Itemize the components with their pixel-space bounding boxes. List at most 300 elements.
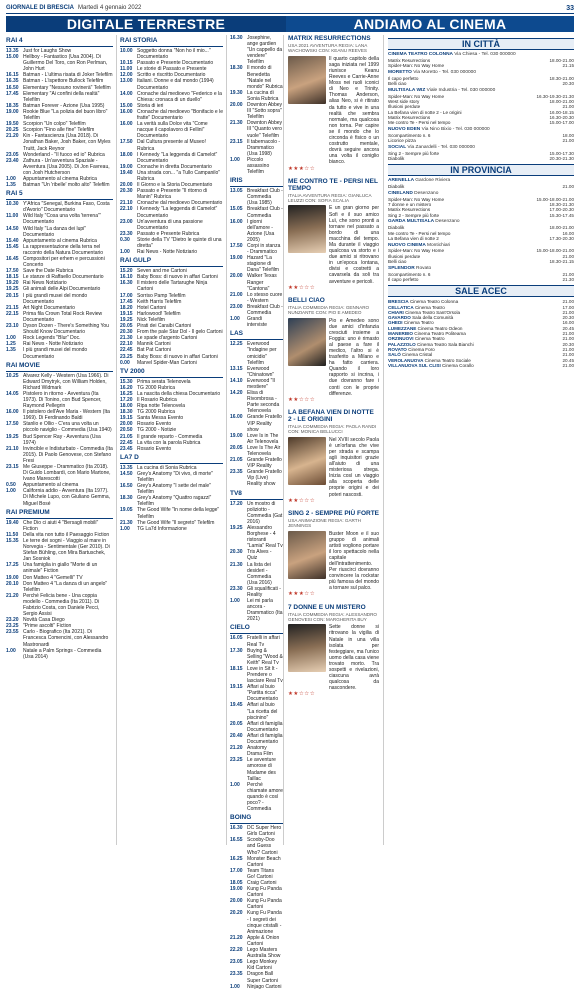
film-title: Me contro Te - Persi nel tempo	[388, 120, 451, 126]
program-time: 18.30	[120, 495, 133, 502]
program-time: 1.00	[230, 983, 240, 990]
program-description: Love in Sit It - Prendere o lasciare Real Tv	[247, 665, 283, 685]
program-time: 19.00	[6, 574, 19, 581]
program-description: Rai News - Notte Notiziario	[23, 341, 84, 348]
program-description: DC Super Hero Girls Cartoni	[247, 825, 282, 838]
acec-venue	[388, 363, 560, 368]
program-description: Novità Casa Diego	[23, 617, 65, 624]
film-title: Spider-Man: No Way Home	[388, 63, 444, 69]
program-description: Affari di famiglia Documentario	[247, 720, 283, 733]
program-description: Natale a Palm Springs - Commedia (Usa 2014)	[23, 647, 102, 660]
program-row	[6, 520, 113, 532]
program-description: TG 2000 - Notizie	[137, 427, 177, 434]
film-still-image	[288, 318, 326, 366]
program-row	[6, 226, 113, 238]
program-description: Marvel Spider-Man Cartoni	[137, 359, 197, 366]
program-row	[6, 562, 113, 574]
film-review	[288, 604, 379, 698]
program-time: 23.15	[230, 138, 243, 145]
program-row	[230, 868, 283, 880]
program-description: Un mostro di poliziotto - Commedia (Gat 2016)	[247, 500, 283, 525]
program-time: 22.15	[6, 310, 19, 317]
acec-address: Cinema Teatro	[414, 304, 445, 310]
program-time: 23.15	[6, 464, 19, 470]
program-time: 18.15	[6, 274, 19, 281]
program-description: Rookie Blue "La polizia del buon libro" Telefilm	[23, 108, 108, 122]
acec-address: Cinema Foro	[408, 346, 435, 352]
program-description: Pistolero in ritorno - Avventura (Ita 1973). Di Tonino, con Bud Spencer, Raymond Pellegrin	[23, 390, 102, 410]
cinema-entry	[388, 70, 574, 86]
showtimes: 18.00	[562, 132, 574, 138]
program-row	[230, 837, 283, 855]
rating-stars: ★★☆☆☆	[288, 284, 316, 291]
program-time: 22.10	[120, 206, 133, 213]
program-row	[120, 507, 223, 519]
program-description: Cronache dal medioevo "Federico e la Chiesa: cronaca di un duello"	[137, 90, 222, 103]
program-description: Il Rosario Rubrica	[137, 396, 177, 403]
cinema-entry	[388, 191, 574, 218]
cinema-address: Desenzano	[414, 190, 439, 196]
program-row	[230, 378, 283, 390]
in-provincia-heading: IN PROVINCIA	[388, 164, 574, 176]
showtimes: 20.30	[562, 81, 574, 87]
program-time: 19.25	[6, 286, 19, 293]
program-time: 15.20	[120, 268, 133, 275]
film-title: Spider-Man: No Way Home	[388, 93, 444, 99]
cinema-address: Via Zanardelli - Tel. 030 000000	[407, 144, 475, 150]
cinema-entry	[388, 219, 574, 241]
film-title: Matrix Resurrections	[388, 207, 431, 213]
program-row	[6, 409, 113, 421]
program-description: Il tabernacolo - Drammatico (Usa 1998)	[247, 138, 281, 157]
program-description: I più grandi musei del mondo Documentario	[23, 347, 88, 360]
program-description: Zathura - Un'avventura Spaziale - Avventura (Usa 2005). Di Jon Favreau, con Josh Hutcherson	[23, 157, 110, 176]
review-title: MATRIX RESURRECTIONS	[288, 35, 371, 42]
showtimes: 17.30-20.30	[549, 235, 574, 241]
program-time: 16.00	[6, 409, 19, 416]
program-description: Le spade d'argento Cartoni	[137, 335, 198, 342]
program-description: Ninjago Cartoni	[247, 983, 282, 990]
program-row	[6, 213, 113, 225]
program-time: 22.45	[120, 439, 133, 446]
program-row	[6, 347, 113, 359]
program-row	[120, 121, 223, 139]
film-title: La Befana vien di notte 2	[388, 235, 439, 241]
program-time: 23.35	[230, 971, 243, 978]
program-description: Storia di ieri	[137, 102, 164, 109]
program-time: 1.35	[6, 182, 16, 189]
channel-heading: RAI PREMIUM	[6, 509, 113, 519]
program-time: 19.20	[6, 280, 19, 287]
program-time: 16.55	[230, 837, 243, 844]
program-time: 18.35	[6, 102, 19, 109]
program-description: Downton Abbey III "Quanto vero vuole" Telefilm	[247, 120, 283, 139]
program-description: La cucina di Sonia Rubrica	[247, 89, 279, 102]
program-row	[230, 35, 283, 65]
program-time: 18.05	[230, 880, 243, 886]
cinema-name: GARDA MULTISALA Desenzano	[388, 219, 460, 225]
program-description: Le avventure amorose di Madame des Taillac	[247, 757, 276, 782]
program-row	[230, 898, 283, 910]
program-row	[230, 782, 283, 812]
program-description: Della vita non tutto il Paesaggio Fiction	[23, 531, 110, 538]
program-description: La nascita della chiesa Documentario	[137, 390, 221, 397]
showtimes: 21.00	[562, 138, 574, 144]
program-row	[230, 157, 283, 175]
program-row	[230, 947, 283, 959]
program-description: Alvarez Kelly - Western (Usa 1966). Di Edward Dmytryk, con William Holden, Richard Widmark	[23, 372, 109, 391]
program-row	[230, 445, 283, 457]
film-title: Diabolik	[388, 225, 405, 231]
program-row	[120, 152, 223, 164]
program-description: Lego Monkey Kid Cartoni	[247, 959, 278, 972]
program-time: 23.25	[230, 757, 243, 764]
program-row	[230, 292, 283, 304]
showtime-row	[388, 236, 574, 241]
acec-town: CELLATICA	[388, 304, 414, 310]
program-row	[6, 538, 113, 562]
acec-address: Cinema Teatro	[414, 336, 445, 342]
acec-row	[388, 363, 574, 368]
program-description: Apple & Onion Cartoni	[247, 934, 280, 947]
program-row	[230, 219, 283, 243]
program-time: 21.30	[120, 519, 133, 526]
review-body	[288, 531, 379, 592]
channel-heading: CIELO	[230, 624, 283, 634]
film-still-image	[288, 56, 326, 104]
program-description: Carlo - Biografico (Ita 2021). Di Francesca Comencini, con Alessandro Mastronardi	[23, 629, 109, 648]
program-time: 20.50	[120, 427, 133, 434]
program-time: 11.00	[6, 213, 19, 220]
cinema-name: SOCIAL Via Zanardelli - Tel. 030 000000	[388, 144, 475, 150]
showtimes: 18.30-21.00	[549, 75, 574, 81]
program-description: I Kennedy "La leggenda di Camelot" Documentario	[137, 206, 218, 219]
program-description: La verità sulla Dolce vita "Come nacque il capolavoro di Fellini" Documentario	[137, 121, 208, 140]
acec-address: Cinema Cristal	[402, 352, 433, 358]
tv-banner: DIGITALE TERRESTRE	[6, 16, 286, 32]
program-row	[120, 495, 223, 507]
showtimes: 18.00-21.00	[549, 98, 574, 104]
acec-town: ORZINUOVI	[388, 336, 414, 342]
review-credits: USA ANIMAZIONE REGIA: GARTH JENNINGS	[288, 517, 361, 529]
showtimes: 20.30-21.30	[549, 155, 574, 161]
program-time: 19.05	[120, 507, 133, 514]
showtimes: 16.30-20.30	[549, 114, 574, 120]
film-title: La Befana vien di notte 2 - Le origini	[388, 109, 462, 115]
program-time: 20.25	[6, 127, 19, 134]
film-review	[288, 297, 379, 403]
program-time: 19.00	[230, 255, 243, 262]
program-time: 15.00	[120, 102, 133, 109]
program-row	[120, 526, 223, 532]
showtimes: 16.00	[562, 230, 574, 236]
program-time: 10.30	[6, 201, 19, 208]
program-row	[6, 54, 113, 72]
showtimes: 21.00	[562, 184, 574, 190]
rating-stars: ★★☆☆☆	[288, 691, 316, 698]
program-row	[230, 469, 283, 487]
program-time: 22.45	[120, 347, 133, 354]
showtime-row	[388, 63, 574, 68]
program-time: 16.00	[230, 218, 243, 225]
program-time: 10.25	[6, 372, 19, 379]
showtimes: 21.15	[562, 63, 574, 69]
program-row	[230, 733, 283, 745]
showtimes: 18.30-21.15	[549, 258, 574, 264]
program-time: 16.45	[6, 256, 19, 262]
program-description: I giorni dell'amore - Azione (Usa 2005)	[247, 218, 275, 243]
program-time: 19.45	[230, 702, 243, 709]
program-row	[230, 102, 283, 120]
program-description: Grey's Anatomy "I sette del male" Telefilm	[137, 483, 211, 496]
cinema-name: MULTISALA WIZ Viale Industria - Tel. 030 000000	[388, 87, 496, 93]
review-credits: ITALIA COMMEDIA REGIA: GENNARO NUNZIANTE CON: PIO E AMEDEO	[288, 304, 370, 316]
program-time: 23.35	[230, 469, 243, 476]
review-title: LA BEFANA VIEN DI NOTTE 2 - LE ORIGINI	[288, 408, 374, 423]
program-description: Anatomy Drama Film	[247, 745, 273, 758]
program-time: 19.40	[6, 519, 19, 526]
program-time: 23.20	[6, 617, 19, 624]
program-row	[230, 206, 283, 218]
review-credits: USA 2021 AVVENTURA REGIA: LANA WACHOWSKI CON: KEANU REEVES	[288, 43, 368, 54]
film-title: Sing 2 - Sempre più forte	[388, 212, 440, 218]
program-description: Batman - L'ultima risata di Joker Telefilm	[23, 72, 113, 79]
showtimes: 15.00-18.00-21.00	[536, 248, 574, 254]
rating-stars: ★★☆☆☆	[288, 497, 316, 504]
program-row	[120, 360, 223, 366]
program-time: 20.20	[230, 910, 243, 917]
program-time: 23.00	[230, 303, 243, 310]
film-title: 7 donne e un mistero	[388, 202, 432, 208]
program-description: Harlowood! Telefilm	[137, 310, 181, 317]
program-description: Il pistolero dell'Ave Maria - Western (Ita 1969). Di Ferdinando Baldi	[23, 409, 110, 422]
program-description: Le storie di Passato e Presente	[137, 66, 207, 73]
masthead	[6, 5, 141, 11]
program-row	[230, 549, 283, 561]
film-still-image	[288, 531, 326, 579]
film-title: Sing 2 - Sempre più forte	[388, 150, 440, 156]
program-time: 23.00	[120, 218, 133, 225]
program-description: Grandi interviste	[247, 316, 268, 329]
program-description: Hotel Cartoni	[137, 304, 167, 311]
program-time: 20.30	[120, 329, 133, 336]
program-row	[230, 825, 283, 837]
program-time: 14.05	[6, 390, 19, 397]
program-description: Grey's Anatomy "Quattro ragazzi" Telefilm	[137, 495, 212, 508]
program-description: Scritto e riscritto Documentario	[137, 72, 206, 79]
film-title: West side story	[388, 98, 420, 104]
program-time: 20.05	[230, 444, 243, 451]
film-title: Diabolik	[388, 184, 405, 190]
film-title: Belli ciao	[388, 258, 407, 264]
program-time: 13.15	[230, 365, 243, 372]
program-description: Passato e Presente "Il ritorno di Manin" Rubrica	[137, 188, 208, 201]
cinema-address: Gardone Riviera	[415, 178, 451, 184]
program-description: Cronache in diretta Documentario	[137, 163, 212, 170]
cinema-address: Desenzano	[435, 219, 460, 225]
rating-stars: ★★★☆☆	[288, 591, 316, 598]
film-title: Spider-Man: No Way Home	[388, 196, 444, 202]
program-time: 16.10	[120, 274, 133, 281]
program-description: Walker Texas Ranger "Cantona"	[247, 273, 277, 292]
film-title: Il capo perfetto	[388, 75, 419, 81]
program-description: Alessandro Borghese - 4 ristoranti "Lamia" Real Tv	[247, 524, 283, 550]
program-time: 1.00	[6, 647, 16, 654]
program-description: Seven and me Cartoni	[137, 268, 187, 275]
showtimes: 15.30-17.45	[549, 212, 574, 218]
program-row	[230, 341, 283, 365]
program-row	[230, 243, 283, 255]
program-description: La lista dei desideri - Commedia (Usa 2016)	[247, 561, 272, 586]
program-time: 17.25	[6, 562, 19, 569]
program-row	[230, 414, 283, 432]
program-time: 19.40	[120, 169, 133, 176]
showtimes: 15.00-17.00	[549, 120, 574, 126]
film-title: Diabolik	[388, 155, 405, 161]
program-description: Soggetto donna "Non ho il mio..." Documentario	[137, 48, 211, 61]
channel-heading: RAI 4	[6, 37, 113, 47]
film-title: Scompartimento n. 6	[388, 271, 431, 277]
program-description: Wonderland - "Il fuoco ed io" Rubrica	[23, 151, 105, 158]
review-title: ME CONTRO TE - PERSI NEL TEMPO	[288, 177, 378, 192]
acec-showtime: 21.00	[562, 346, 574, 352]
cinema-entry	[388, 243, 574, 265]
showtimes: 16.00-18.15	[549, 109, 574, 115]
program-description: Piccolo assassino Telefilm	[247, 156, 270, 176]
program-description: Affari al buio "Partita ricca" Documentario	[247, 684, 279, 703]
program-description: Dyson Dozen - There's Something You Should Know Documentario	[23, 323, 109, 336]
program-description: Don Matteo 4 "La danza di un angelo" Telefilm	[23, 580, 108, 593]
program-row	[120, 78, 223, 90]
program-row	[230, 562, 283, 586]
program-time: 19.00	[120, 163, 133, 170]
program-time: 21.20	[6, 133, 19, 140]
program-row	[230, 501, 283, 525]
program-description: La cucina di Sonia Rubrica	[137, 464, 197, 471]
program-row	[120, 188, 223, 200]
program-time: 16.50	[120, 483, 133, 490]
acec-address: Cinema Teatro	[403, 320, 434, 326]
issue-date: Martedì 4 gennaio 2022	[78, 5, 142, 11]
program-time: 19.15	[230, 684, 243, 691]
acec-town: GHEDI	[388, 320, 403, 326]
program-description: Baby Boss: di nuovo in affari Cartoni	[137, 353, 218, 360]
program-time: 16.00	[120, 121, 133, 128]
program-description: Tris Alves - Quiz	[247, 549, 272, 562]
cinema-name: NUOVO CINEMA Montichiari	[388, 242, 451, 248]
program-time: 15.40	[6, 237, 19, 244]
program-description: Il mondo di Benedetta "Natale nel mondo" Rubrica	[247, 65, 283, 90]
program-time: 18.00	[120, 403, 133, 410]
program-time: 23.25	[120, 353, 133, 360]
film-review	[288, 178, 379, 291]
program-description: Y'Africa "Senegal, Burkina Faso, Costa d'Avorio" Documentario	[23, 201, 110, 214]
program-row	[230, 935, 283, 947]
program-description: Cronache dal medioevo "Bonifacio e le fratte" Documentario	[137, 108, 223, 122]
program-row	[6, 593, 113, 617]
acec-address: Cinema Corallo	[442, 362, 474, 368]
program-description: Corpi in stanza - Drammatico	[247, 243, 281, 256]
program-row	[120, 483, 223, 495]
program-row	[230, 366, 283, 378]
film-still-image	[288, 624, 326, 672]
program-time: 15.00	[6, 54, 19, 61]
program-time: 1.35	[6, 347, 16, 354]
review-text: E un gran giorno per Sofi e il suo amico Luì, che sono pronti a tornare nel passato a bordo di una macchina del tempo. Ma durante il viaggio qualcosa va storto e i due amici si ritrovano in un'epoca lontana, divisi e costretti a cavarsela da soli tra avventure e pericoli.	[329, 205, 379, 285]
program-time: 16.00	[120, 108, 133, 115]
program-description: Art Night Documentario	[23, 304, 75, 311]
program-description: Appuntamento al cinema Rubrica	[23, 237, 97, 244]
program-description: Cronache dal medioevo Documentario	[137, 200, 223, 207]
program-description: Wild Italy "La danza dei lupi" Documentario	[23, 225, 87, 238]
program-time: 21.20	[230, 745, 243, 752]
program-time: 23.25	[6, 623, 19, 630]
program-time: 0.30	[120, 236, 130, 243]
showtimes: 18.30-21.30	[549, 202, 574, 208]
program-description: Dal Cultura presente al Museo! Rubrica	[137, 139, 206, 152]
channel-heading: RAI STORIA	[120, 37, 223, 47]
program-time: 20.30	[230, 549, 243, 556]
program-row	[230, 598, 283, 622]
program-row	[230, 525, 283, 549]
film-title: Scompartimento n. 6	[388, 132, 431, 138]
program-description: Dragon Ball Super Cartoni	[247, 971, 278, 984]
film-title: Licorice pizza	[388, 138, 416, 144]
program-description: Compositori per erhem e percussioni Concerto	[23, 256, 105, 269]
program-description: Breakfast Club - Commedia	[247, 206, 283, 219]
program-time: 16.35	[6, 78, 19, 85]
program-description: Invincible e Indisturbato - Commedia (Ita 2015). Di Paolo Genovese, con Stefano Fresi	[23, 445, 113, 464]
program-description: Everwood "Indagine per omicidio" Telefilm	[247, 341, 277, 366]
showtimes: 18.00-21.00	[549, 225, 574, 231]
program-time: 10.15	[120, 60, 133, 67]
program-time: 13.05	[230, 188, 243, 195]
program-time: 16.00	[230, 414, 243, 421]
program-description: Fratelli in affari Real Tv	[247, 635, 280, 648]
program-description: Una strada con... "a Tullo Campanilo" Rubrica	[137, 169, 221, 182]
program-time: 23.30	[230, 585, 243, 592]
program-time: 20.05	[230, 720, 243, 727]
program-row	[230, 745, 283, 757]
acec-address: Cinema Teatro Sociale	[424, 357, 471, 363]
program-row	[230, 721, 283, 733]
program-row	[230, 586, 283, 598]
acec-showtime: 20.45	[562, 357, 574, 363]
program-row	[230, 971, 283, 983]
program-row	[120, 91, 223, 103]
program-description: Elementary "Nessuno rovinerà" Telefilm	[23, 84, 111, 91]
showtimes: 15.00-18.00-21.00	[536, 196, 574, 202]
program-description: The Good Wife "In nome della legge" Telefilm	[137, 507, 220, 520]
program-time: 23.30	[120, 230, 133, 237]
program-time: 20.00	[230, 102, 243, 109]
program-time: 16.30	[230, 825, 243, 832]
program-description: Nick Telefilm	[137, 316, 165, 323]
program-row	[120, 471, 223, 483]
channel-heading: LAS	[230, 330, 283, 340]
page-header	[6, 4, 574, 14]
program-time: 23.10	[6, 323, 19, 330]
review-text: Il quarto capitolo della saga iniziata nel 1999 riunisce Keanu Reeves e Carrie-Anne Moss nei ruoli iconici di Neo e Trinity. Thomas Anderson, alias Neo, si è ritirato da tutto e vive in una realtà che sembra normale, ma qualcosa non torna. Per capire se il mondo che lo circonda è fisico o un costrutto mentale, dovrà seguire ancora una volta il coniglio bianco.	[329, 55, 379, 166]
program-description: Kin - Fantascienza (Usa 2018). Di Jonathan Baker, Josh Baker, con Myles Truitt, Jack Reynor	[23, 133, 111, 152]
program-description: Just for Laughs Show	[23, 48, 72, 54]
program-time: 19.00	[6, 108, 19, 115]
acec-showtime: 21.00	[562, 331, 574, 337]
film-review	[288, 35, 379, 172]
program-description: Affari al buio "La ricetta del piscinino"	[247, 702, 278, 721]
program-description: Kung Fu Panda Cartoni	[247, 898, 282, 911]
program-time: 19.30	[230, 89, 243, 96]
